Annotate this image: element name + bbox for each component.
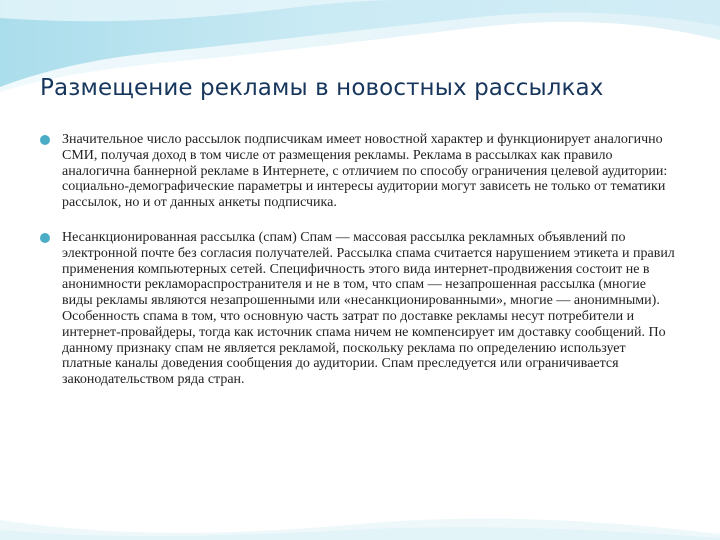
bullet-item bbox=[40, 132, 676, 211]
slide-content bbox=[40, 132, 676, 407]
bullet-item bbox=[40, 230, 676, 388]
bullet-text: Несанкционированная рассылка (спам) Спам — массовая рассылка рекламных объявлений по электронной почте без согласия получателей. Рассылка спама считается нарушением этикета и правил применения компьютерных сетей. Специфичность этого вида интернет-продвижения состоит не в анонимности рекламораспространителя и не в том, что спам — незапрошенная рассылка (многие виды рекламы являются незапрошенными или «несанкционированными», многие — анонимными). Особенность спама в том, что основную часть затрат по доставке рекламы несут потребители и интернет-провайдеры, тогда как источник спама ничем не компенсирует им доставку сообщений. По данному признаку спам не является рекламой, поскольку реклама по определению использует платные каналы доведения сообщения до аудитории. Спам преследуется или ограничивается законодательством ряда стран. bbox=[62, 229, 675, 388]
bottom-wave-decoration bbox=[0, 500, 720, 540]
bullet-dot-icon bbox=[40, 135, 50, 145]
bullet-dot-icon bbox=[40, 233, 50, 243]
bullet-text: Значительное число рассылок подписчикам имеет новостной характер и функционирует аналогично СМИ, получая доход в том числе от размещения рекламы. Реклама в рассылках как правило аналогична баннерной рекламе в Интернете, с отличием по способу ограничения целевой аудитории: социально-демографические параметры и интересы аудитории могут зависеть не только от тематики рассылок, но и от данных анкеты подписчика. bbox=[62, 132, 668, 211]
slide-title: Размещение рекламы в новостных рассылках bbox=[40, 75, 604, 101]
